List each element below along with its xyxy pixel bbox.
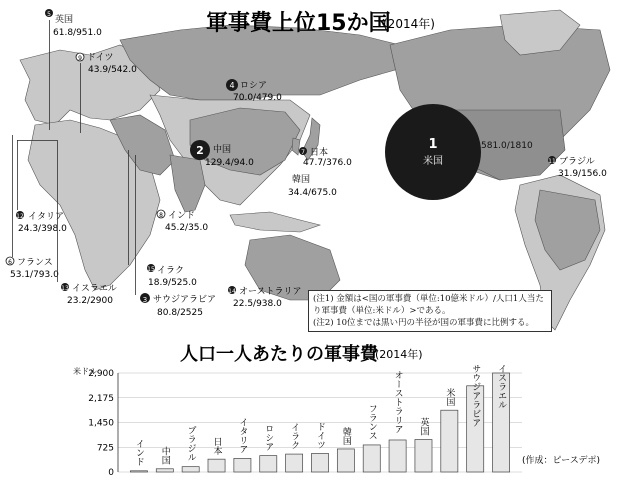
category-label: オーストラリア bbox=[392, 370, 403, 434]
uk-name: 英国 bbox=[55, 15, 74, 25]
note-1: (注1) 金額は<国の軍事費（単位:10億米ドル）/人口1人当たり軍事費（単位:米ドル）>である。 bbox=[313, 294, 544, 316]
iraq-name: イラク bbox=[157, 266, 185, 276]
bar bbox=[286, 454, 303, 472]
per-capita-bar-chart bbox=[0, 340, 618, 486]
australia-rank-number: 14 bbox=[228, 288, 236, 295]
israel-leader bbox=[57, 140, 58, 282]
germany-leader bbox=[80, 63, 81, 133]
category-label: イラク bbox=[289, 422, 300, 450]
uk-leader bbox=[49, 20, 50, 130]
bar bbox=[208, 459, 225, 472]
bars-group bbox=[130, 364, 509, 472]
russia-name: ロシア bbox=[240, 81, 268, 91]
us-value: 581.0/1810 bbox=[481, 141, 533, 151]
y-tick-label: 2,175 bbox=[88, 393, 114, 404]
china-name: 中国 bbox=[213, 145, 232, 155]
uk-rank-number: 5 bbox=[47, 11, 51, 18]
australia-value: 22.5/938.0 bbox=[233, 299, 282, 309]
bar bbox=[337, 449, 354, 472]
china-value: 129.4/94.0 bbox=[205, 158, 254, 168]
japan-rank-number: 7 bbox=[301, 149, 305, 156]
germany-name: ドイツ bbox=[87, 53, 114, 63]
category-label: 中国 bbox=[159, 446, 170, 465]
us-spending-circle bbox=[385, 104, 481, 200]
y-axis-label: 米ドル bbox=[73, 367, 97, 376]
chart-source: (作成：ピースデポ) bbox=[522, 456, 601, 466]
map-title-year: (2014年) bbox=[383, 17, 435, 31]
category-label: 韓国 bbox=[340, 426, 351, 445]
france-value: 53.1/793.0 bbox=[10, 270, 59, 280]
bar bbox=[415, 440, 432, 472]
map-title: 軍事費上位15か国 bbox=[206, 11, 391, 36]
italy-name: イタリア bbox=[28, 212, 65, 222]
iraq-value: 18.9/525.0 bbox=[148, 278, 197, 288]
france-rank-number: 6 bbox=[8, 259, 12, 266]
saudi-leader bbox=[135, 155, 136, 295]
bar bbox=[130, 471, 147, 472]
category-label: イスラエル bbox=[496, 364, 507, 409]
y-tick-label: 0 bbox=[108, 468, 114, 478]
italy-leader bbox=[17, 140, 57, 141]
brazil-value: 31.9/156.0 bbox=[558, 169, 607, 179]
bar bbox=[311, 453, 328, 472]
russia-value: 70.0/479.0 bbox=[233, 93, 282, 103]
category-label: フランス bbox=[366, 403, 377, 440]
brazil-rank-number: 11 bbox=[548, 158, 556, 165]
bar bbox=[260, 456, 277, 472]
israel-name: イスラエル bbox=[72, 284, 117, 294]
note-2: (注2) 10位までは黒い円の半径が国の軍事費に比例する。 bbox=[313, 318, 535, 328]
japan-name: 日本 bbox=[310, 148, 329, 158]
category-label: 日本 bbox=[211, 437, 222, 456]
india-name: インド bbox=[168, 211, 196, 221]
category-label: ドイツ bbox=[315, 421, 325, 449]
china-rank-number: 2 bbox=[196, 144, 204, 157]
y-tick-label: 725 bbox=[96, 443, 114, 454]
bar bbox=[389, 440, 406, 472]
category-label: インド bbox=[133, 439, 144, 467]
y-tick-label: 2,900 bbox=[88, 369, 114, 379]
saudi-name: サウジアラビア bbox=[153, 295, 217, 305]
chart-title: 人口一人あたりの軍事費 bbox=[180, 344, 378, 365]
category-label: ブラジル bbox=[185, 425, 196, 462]
saudi-rank-number: 3 bbox=[142, 296, 148, 304]
us-circle-label: 米国 bbox=[423, 156, 443, 167]
germany-value: 43.9/542.0 bbox=[88, 65, 137, 75]
bar bbox=[234, 458, 251, 472]
japan-value: 47.7/376.0 bbox=[303, 158, 352, 168]
saudi-value: 80.8/2525 bbox=[157, 308, 203, 318]
brazil-name: ブラジル bbox=[559, 157, 595, 167]
italy-value: 24.3/398.0 bbox=[18, 224, 67, 234]
korea-name: 韓国 bbox=[292, 175, 311, 185]
category-label: サウジアラビア bbox=[470, 364, 481, 427]
israel-value: 23.2/2900 bbox=[67, 296, 113, 306]
bar bbox=[363, 445, 380, 472]
korea-value: 34.4/675.0 bbox=[288, 188, 337, 198]
france-leader bbox=[12, 135, 13, 257]
india-value: 45.2/35.0 bbox=[165, 223, 209, 233]
russia-rank-number: 4 bbox=[229, 81, 235, 90]
italy-rank-number: 12 bbox=[16, 213, 24, 220]
category-label: 英国 bbox=[418, 417, 429, 436]
chart-title-year: (2014年) bbox=[375, 348, 423, 361]
bar bbox=[441, 410, 458, 472]
australia-name: オーストラリア bbox=[239, 287, 302, 297]
israel-rank-number: 13 bbox=[61, 285, 69, 292]
us-rank-number: 1 bbox=[428, 137, 438, 152]
germany-rank-number: 9 bbox=[78, 55, 82, 62]
y-tick-label: 1,450 bbox=[88, 418, 114, 429]
category-label: ロシア bbox=[263, 424, 274, 452]
category-label: 米国 bbox=[444, 388, 455, 407]
notes-box bbox=[308, 290, 552, 332]
france-name: フランス bbox=[17, 258, 53, 268]
iraq-rank-number: 15 bbox=[147, 266, 155, 273]
bar bbox=[156, 469, 173, 472]
bar bbox=[182, 467, 199, 472]
india-rank-number: 8 bbox=[159, 212, 163, 219]
category-label: イタリア bbox=[237, 417, 248, 454]
iraq-leader bbox=[128, 150, 129, 265]
uk-value: 61.8/951.0 bbox=[53, 28, 102, 38]
italy-leader-v bbox=[17, 140, 18, 210]
